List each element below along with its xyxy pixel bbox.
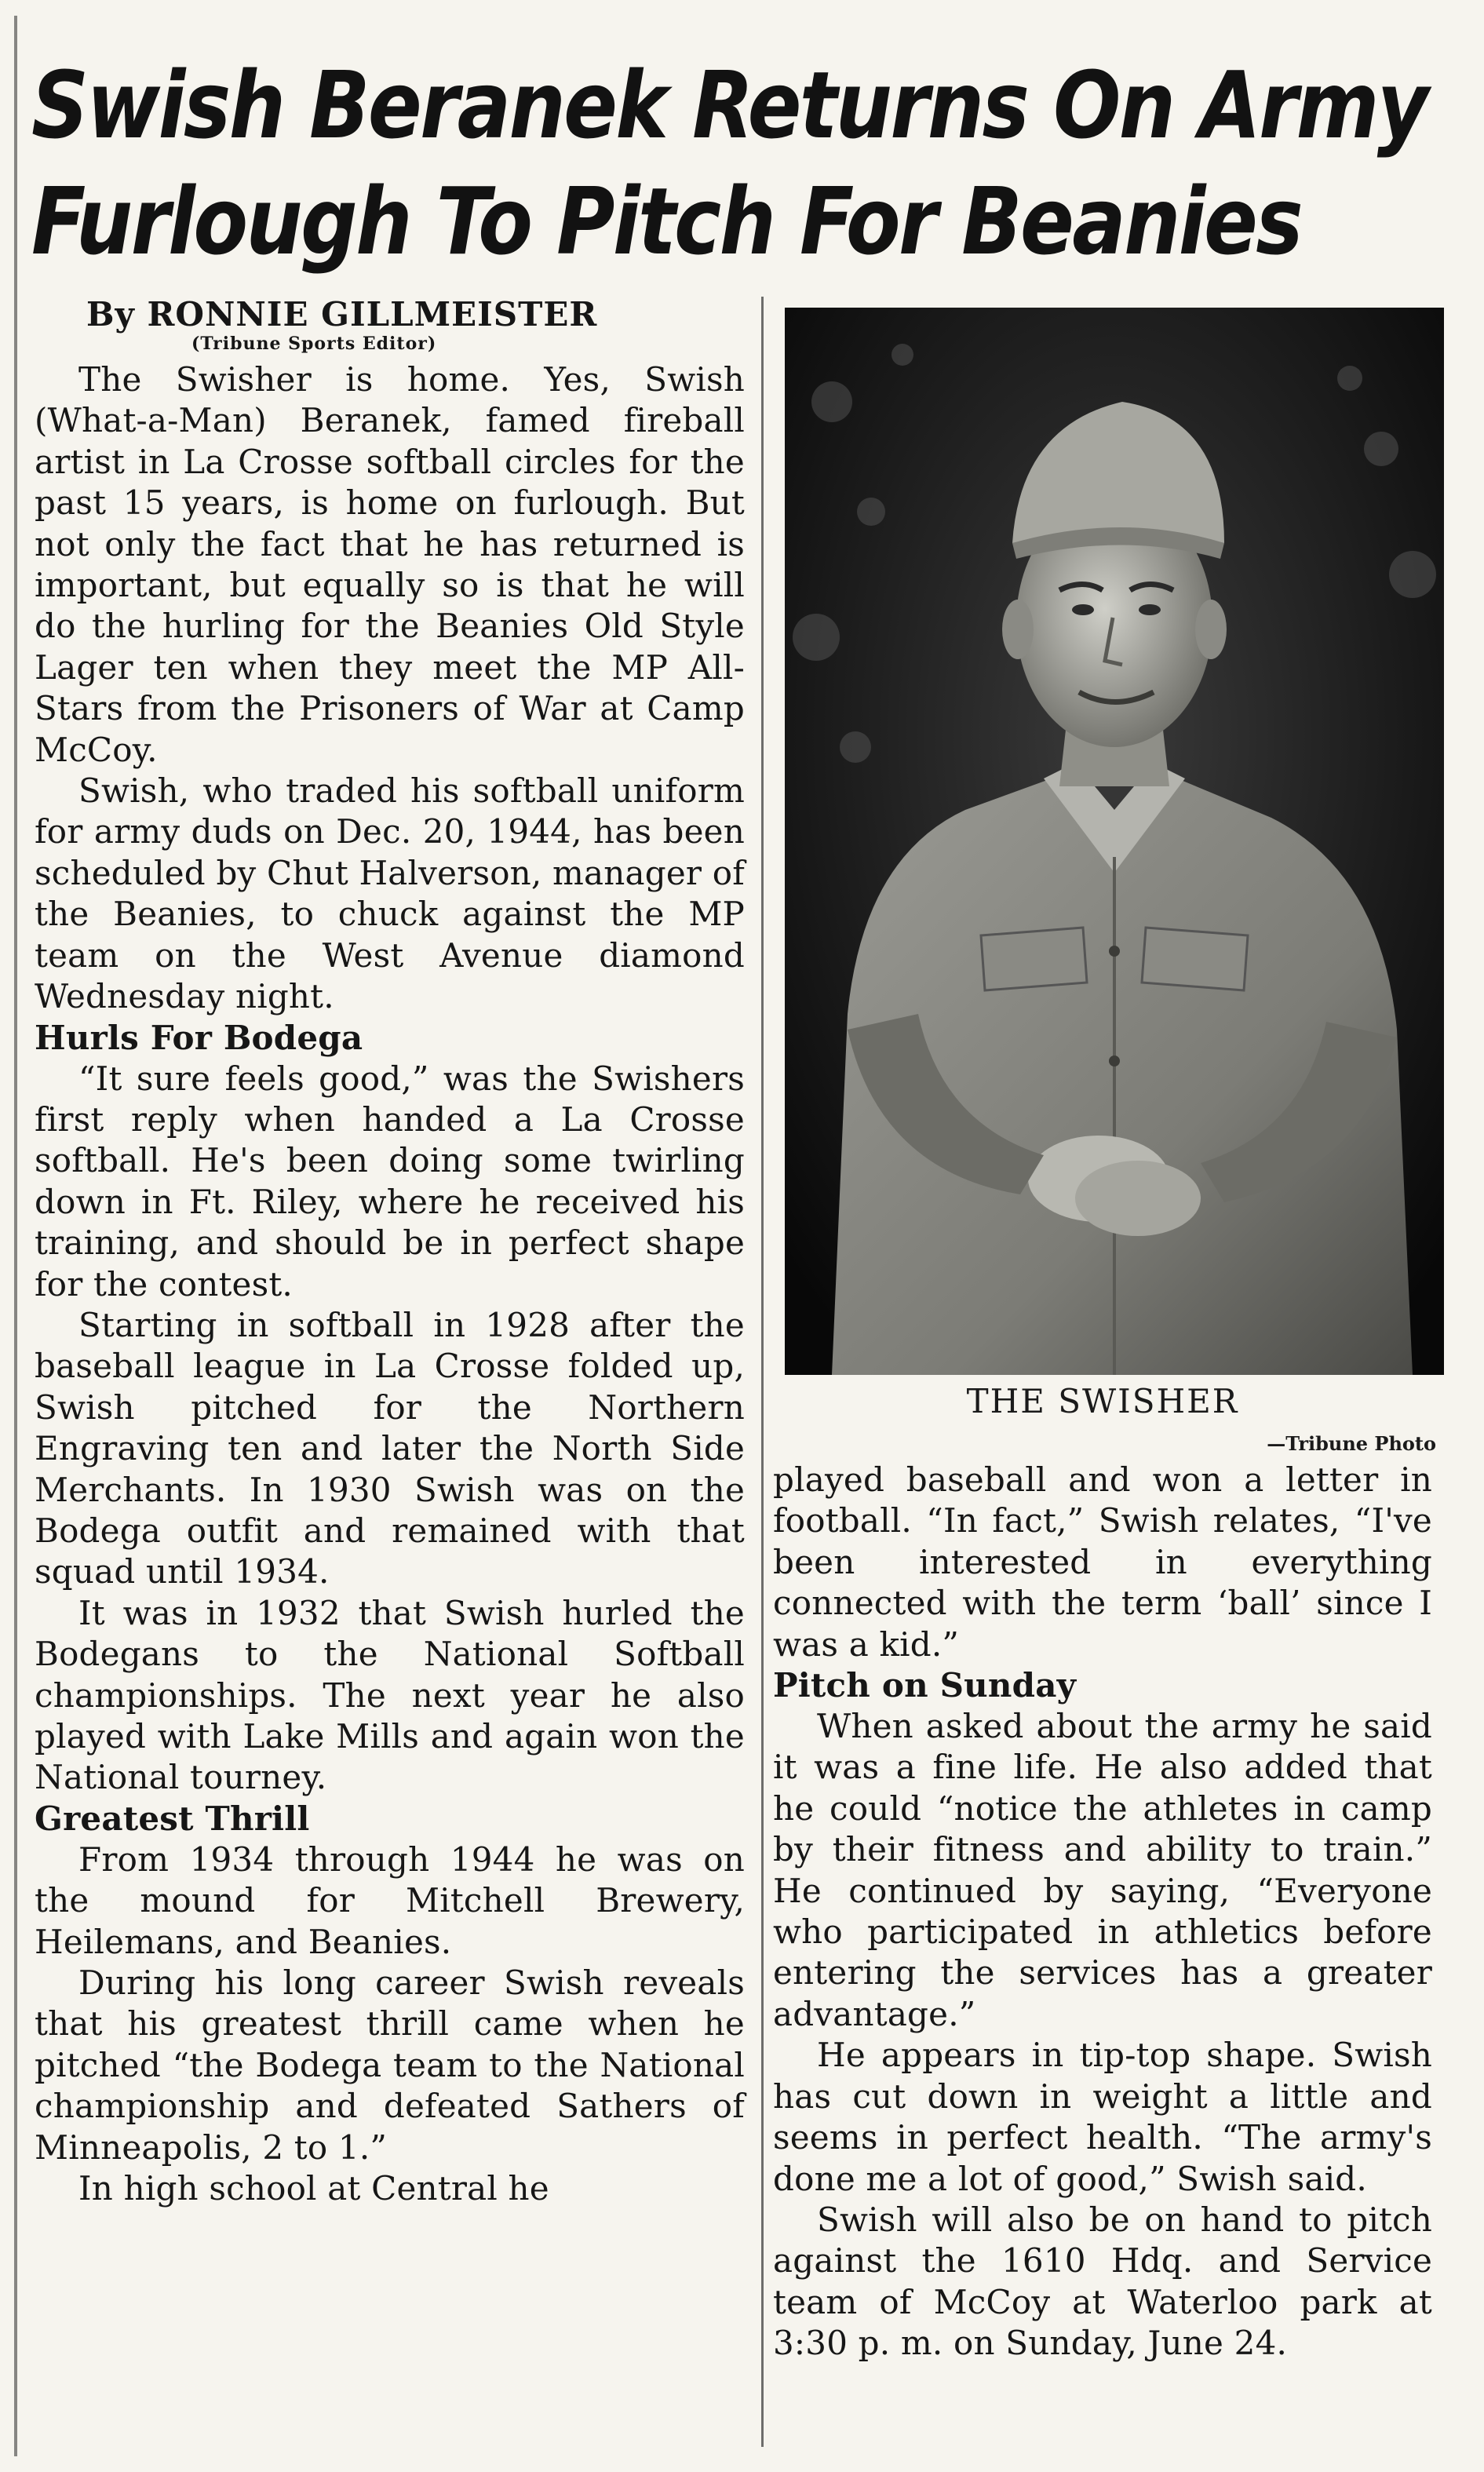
subhead-greatest-thrill: Greatest Thrill [35,1799,310,1838]
article-paragraph: During his long career Swish reveals that his greatest thrill came when he pitched “the Bodega team to the National championship and defeated Sathers of Minneapolis, 2 to 1.” [35,1963,745,2167]
right-column [773,1460,1432,2364]
photo-caption: THE SWISHER [966,1382,1239,1420]
article-paragraph: Swish, who traded his softball uniform for army duds on Dec. 20, 1944, has been scheduled by Chut Halverson, manager of the Beanies, to chuck against the MP team on the West Avenue diamond Wednesday night. [35,771,745,1016]
left-column [35,297,745,2209]
article-paragraph: Starting in softball in 1928 after the baseball league in La Crosse folded up, Swish pitched for the Northern Engraving ten and later the North Side Merchants. In 1930 Swish was on the Bodega outfit and remained with that squad until 1934. [35,1305,745,1591]
article-paragraph: “It sure feels good,” was the Swishers first reply when handed a La Crosse softball. He's been doing some twirling down in Ft. Riley, where he received his training, and should be in perfect shape for the contest. [35,1059,745,1303]
article-paragraph: He appears in tip-top shape. Swish has cut down in weight a little and seems in perfect health. “The army's done me a lot of good,” Swish said. [773,2036,1432,2198]
subhead-pitch-on-sunday: Pitch on Sunday [773,1666,1077,1705]
article-paragraph: Swish will also be on hand to pitch against the 1610 Hdq. and Service team of McCoy at Waterloo park at 3:30 p. m. on Sunday, June 24. [773,2200,1432,2363]
photo-credit: —Tribune Photo [1267,1432,1436,1455]
soldier-portrait-icon [785,308,1444,1375]
article-paragraph: When asked about the army he said it was a fine life. He also added that he could “notice the athletes in camp by their fitness and ability to train.” He continued by saying, “Everyone who participated in athletics before entering the services has a greater advantage.” [773,1707,1432,2033]
article-paragraph: The Swisher is home. Yes, Swish (What-a-Man) Beranek, famed fireball artist in La Crosse softball circles for the past 15 years, is home on furlough. But not only the fact that he has returned is important, but equally so is that he will do the hurling for the Beanies Old Style Lager ten when they meet the MP All-Stars from the Prisoners of War at Camp McCoy. [35,360,745,769]
article-paragraph: played baseball and won a letter in football. “In fact,” Swish relates, “I've been interested in everything connected with the term ‘ball’ since I was a kid.” [773,1460,1432,1664]
byline-credit: (Tribune Sports Editor) [191,334,437,354]
article-paragraph: It was in 1932 that Swish hurled the Bodegans to the National Softball championships. The next year he also played with Lake Mills and again won the National tourney. [35,1593,745,1797]
headline [31,47,1427,279]
headline-line-2: Furlough To Pitch For Beanies [31,167,1302,275]
clipping-edge [14,16,17,2456]
subhead-hurls-for-bodega: Hurls For Bodega [35,1018,363,1057]
article-paragraph: From 1934 through 1944 he was on the mound for Mitchell Brewery, Heilemans, and Beanies. [35,1839,745,1961]
byline: By RONNIE GILLMEISTER [86,295,598,334]
headline-line-1: Swish Beranek Returns On Army [31,51,1427,159]
article-paragraph: In high school at Central he [78,2169,549,2208]
column-rule [761,297,764,2447]
